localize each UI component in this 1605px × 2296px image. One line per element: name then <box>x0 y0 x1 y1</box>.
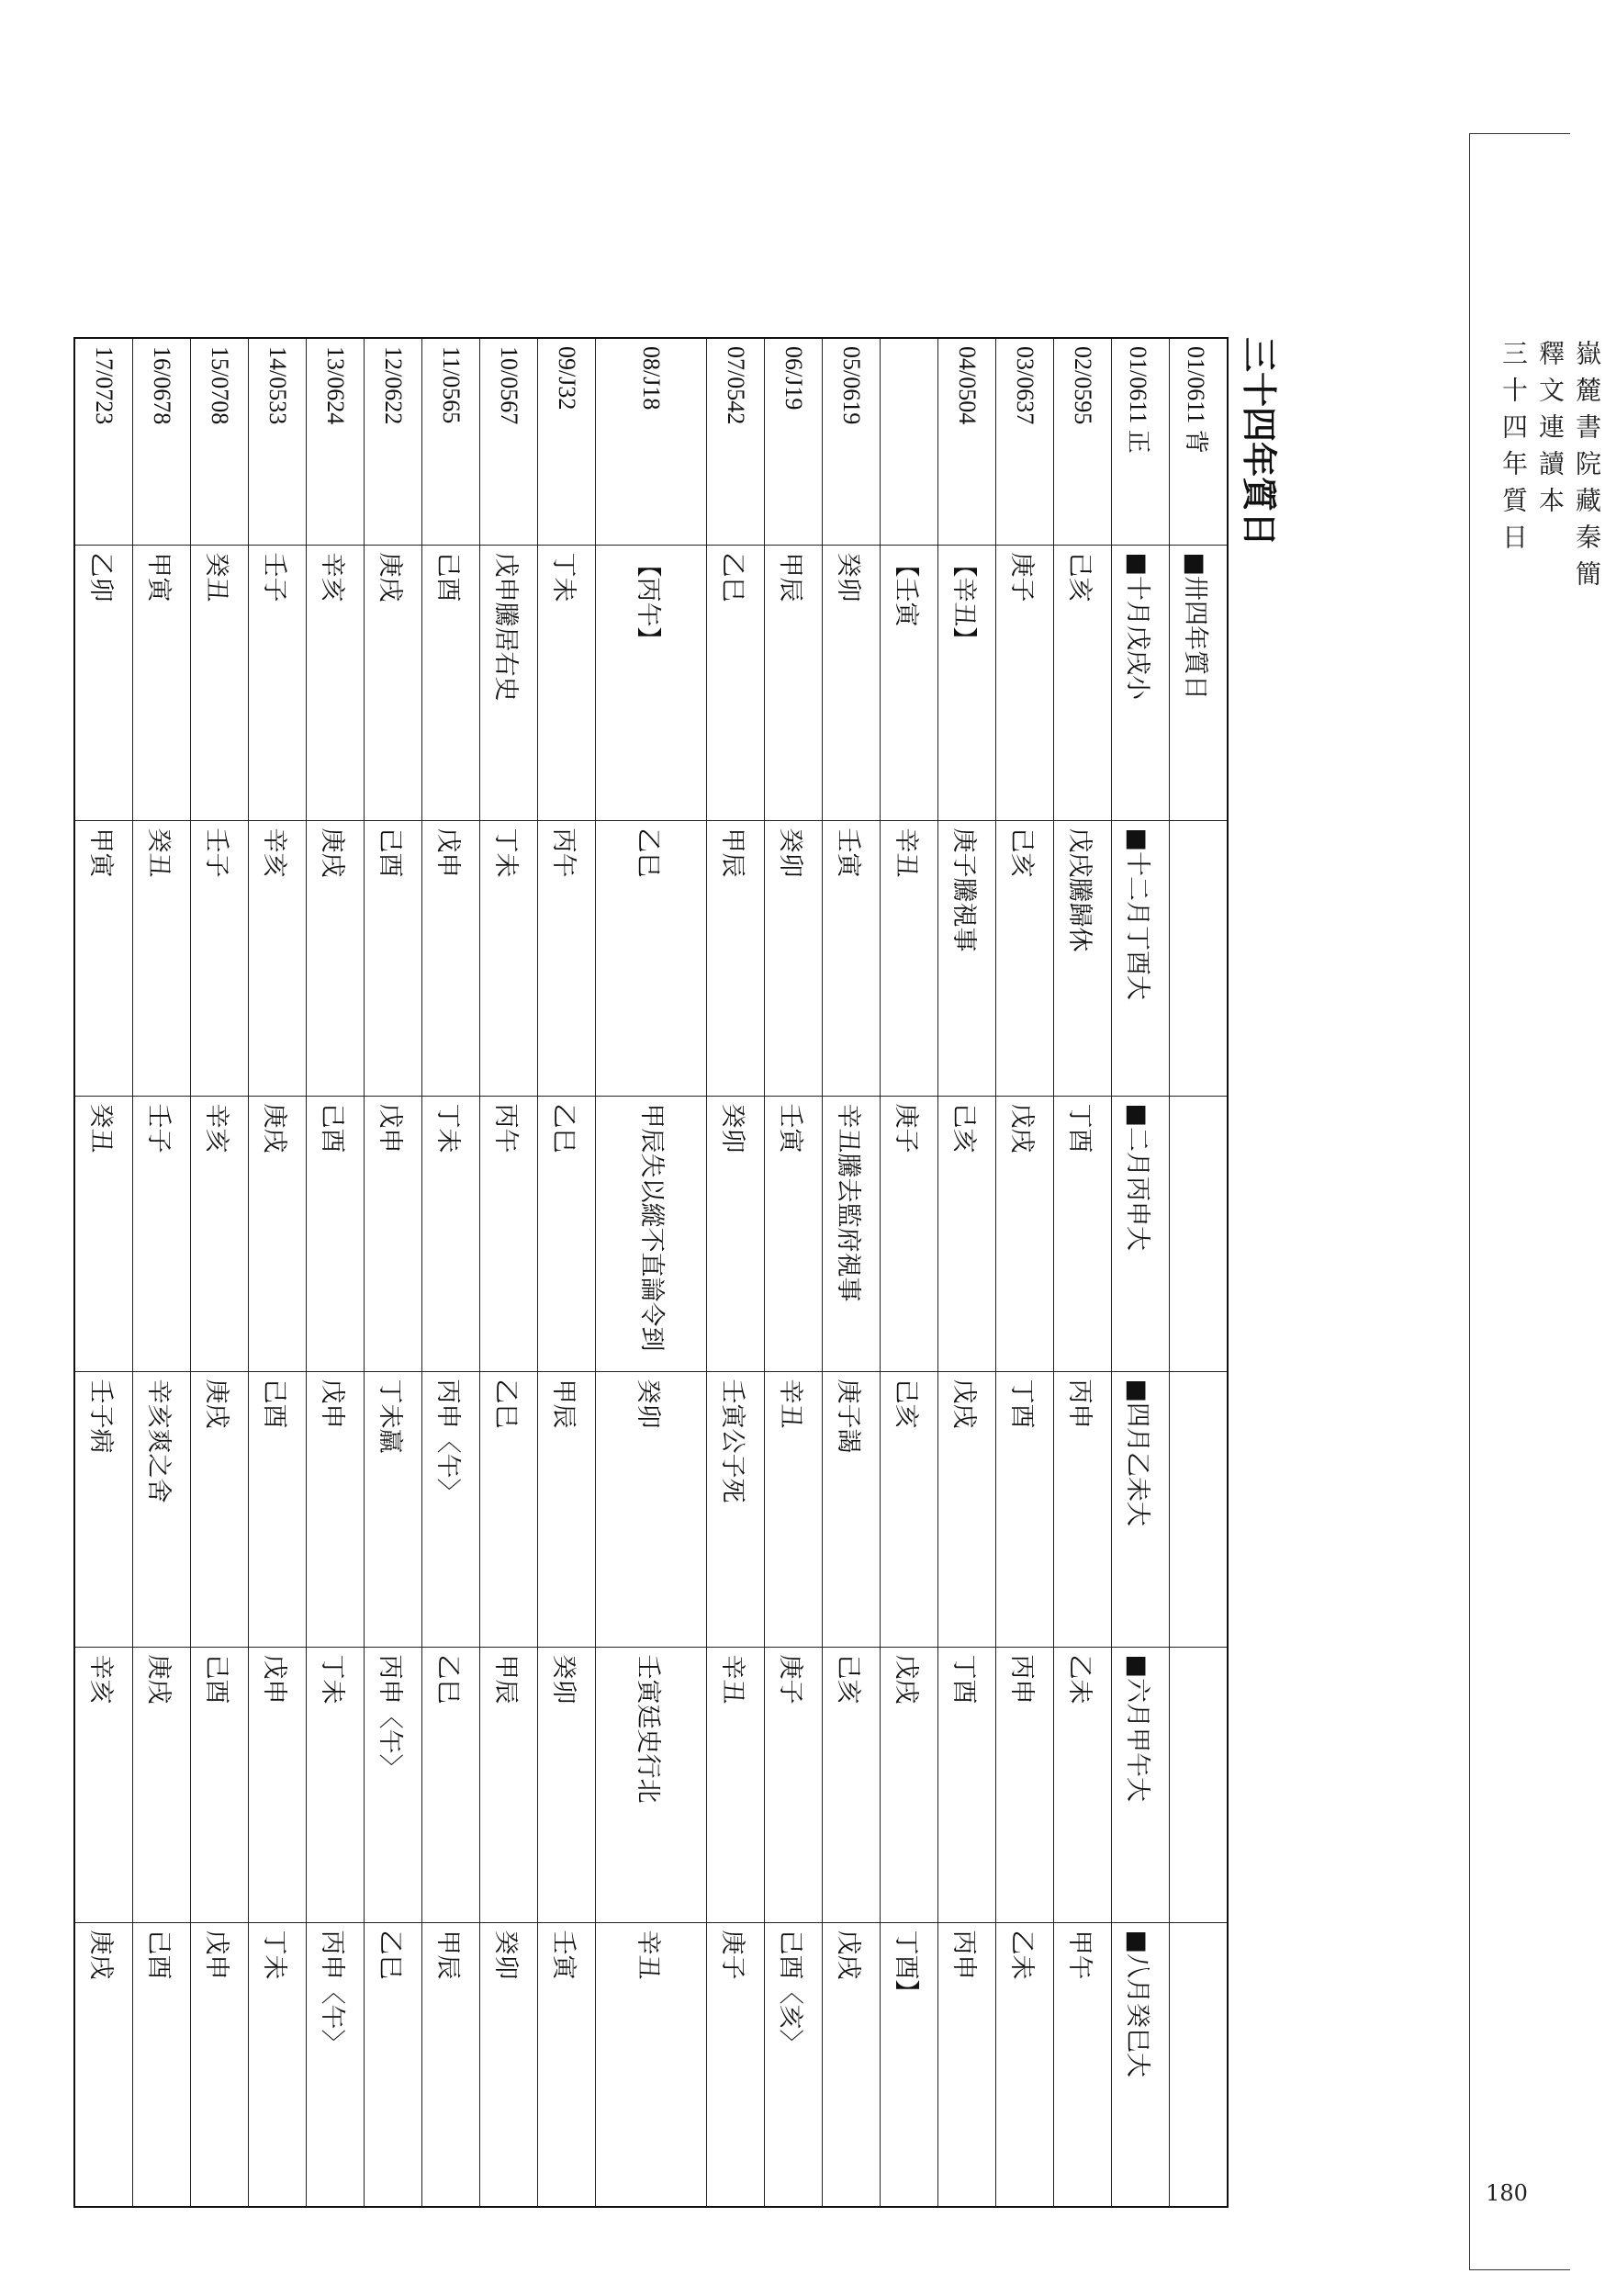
calendar-table <box>73 337 1229 2208</box>
table-row <box>307 338 365 2207</box>
table-cell: 丁未 <box>480 820 538 1096</box>
table-cell: 辛丑 <box>881 820 938 1096</box>
table-cell: 【丙午】 <box>596 545 707 820</box>
table-cell: 癸丑 <box>74 1096 133 1371</box>
table-cell: ■卅四年質日 <box>1170 545 1229 820</box>
table-cell: 甲辰 <box>538 1371 596 1647</box>
table-cell: 乙巳 <box>538 1096 596 1371</box>
table-cell <box>1170 1647 1229 1922</box>
table-cell: ■八月癸巳大 <box>1112 1922 1170 2207</box>
page-number: 180 <box>1486 2180 1528 2206</box>
table-cell: 戊戌騰歸休 <box>1054 820 1112 1096</box>
table-cell: 乙卯 <box>74 545 133 820</box>
table-cell: 丙申 <box>996 1647 1054 1922</box>
table-row <box>996 338 1054 2207</box>
table-cell: 戊戌 <box>996 1096 1054 1371</box>
table-cell <box>1170 1096 1229 1371</box>
table-cell: 辛丑騰去監府視事 <box>823 1096 881 1371</box>
table-cell: 己酉 <box>191 1647 249 1922</box>
slip-id-cell: 06/J19 <box>765 338 823 545</box>
table-cell: 丙午 <box>480 1096 538 1371</box>
table-cell: ■十月戊戌小 <box>1112 545 1170 820</box>
table-cell: 丁酉 <box>938 1647 996 1922</box>
table-cell: 戊申騰居右史 <box>480 545 538 820</box>
table-cell: 丁未 <box>307 1647 365 1922</box>
table-row <box>881 338 938 2207</box>
table-row <box>480 338 538 2207</box>
table-cell: 庚子 <box>881 1096 938 1371</box>
slip-id-cell: 01/0611 背 <box>1170 338 1229 545</box>
slip-id-cell: 16/0678 <box>133 338 191 545</box>
table-cell: 己亥 <box>996 820 1054 1096</box>
table-cell: 甲辰 <box>707 820 765 1096</box>
slip-id-cell: 01/0611 正 <box>1112 338 1170 545</box>
chapter-title: 三十四年質日 <box>1498 340 1529 560</box>
table-cell: 癸卯 <box>538 1647 596 1922</box>
table-cell: 甲辰 <box>422 1922 480 2207</box>
table-cell: 丙申 <box>1054 1371 1112 1647</box>
slip-id-cell: 17/0723 <box>74 338 133 545</box>
section-title: 釋文連讀本 <box>1535 340 1566 523</box>
table-row <box>365 338 422 2207</box>
table-row <box>1112 338 1170 2207</box>
table-cell: 丙申〈午〉 <box>307 1922 365 2207</box>
table-cell: 壬寅廷史行北 <box>596 1647 707 1922</box>
table-cell: 壬寅 <box>538 1922 596 2207</box>
table-cell: 乙巳 <box>707 545 765 820</box>
table-cell: 壬寅 <box>823 820 881 1096</box>
table-cell: 壬寅公子死 <box>707 1371 765 1647</box>
table-cell: 戊申 <box>191 1922 249 2207</box>
table-cell: 庚子 <box>707 1922 765 2207</box>
table-cell: 己酉 <box>422 545 480 820</box>
table-cell: 庚子 <box>765 1647 823 1922</box>
table-row <box>938 338 996 2207</box>
table-cell: 辛丑 <box>765 1371 823 1647</box>
slip-id-cell: 08/J18 <box>596 338 707 545</box>
table-cell: 壬寅 <box>765 1096 823 1371</box>
table-cell: 壬子 <box>249 545 307 820</box>
table-cell: 丁酉 <box>1054 1096 1112 1371</box>
table-cell: 乙巳 <box>480 1371 538 1647</box>
table-cell: 戊申 <box>365 1096 422 1371</box>
table-row <box>191 338 249 2207</box>
table-cell: 乙未 <box>996 1922 1054 2207</box>
table-cell: 辛亥 <box>249 820 307 1096</box>
table-cell: 戊申 <box>307 1371 365 1647</box>
table-cell: 丁未羸 <box>365 1371 422 1647</box>
table-cell: 丙申 <box>938 1922 996 2207</box>
table-cell: 甲午 <box>1054 1922 1112 2207</box>
table-cell: 丁未 <box>538 545 596 820</box>
table-row <box>74 338 133 2207</box>
table-cell: 辛丑 <box>596 1922 707 2207</box>
table-cell: ■二月丙申大 <box>1112 1096 1170 1371</box>
slip-id-cell <box>881 338 938 545</box>
table-cell: 戊戌 <box>823 1922 881 2207</box>
table-cell: 庚戌 <box>365 545 422 820</box>
table-cell: 丁未 <box>422 1096 480 1371</box>
table-cell: 【壬寅 <box>881 545 938 820</box>
table-cell: 甲辰 <box>765 545 823 820</box>
table-cell: 丁酉 <box>996 1371 1054 1647</box>
table-cell: 癸卯 <box>823 545 881 820</box>
table-cell: 癸卯 <box>596 1371 707 1647</box>
table-row <box>1054 338 1112 2207</box>
table-row <box>249 338 307 2207</box>
table-cell: 癸卯 <box>707 1096 765 1371</box>
table-cell: 庚子騰視事 <box>938 820 996 1096</box>
slip-id-cell: 09/J32 <box>538 338 596 545</box>
table-cell: 辛亥 <box>307 545 365 820</box>
table-cell: 辛丑 <box>707 1647 765 1922</box>
table-row <box>765 338 823 2207</box>
table-cell: 己酉 <box>133 1922 191 2207</box>
table-row <box>133 338 191 2207</box>
table-cell: 戊戌 <box>938 1371 996 1647</box>
table-cell: 癸卯 <box>480 1922 538 2207</box>
table-cell: 乙未 <box>1054 1647 1112 1922</box>
table-cell: 戊戌 <box>881 1647 938 1922</box>
table-cell: 壬子 <box>133 1096 191 1371</box>
table-cell: 丙午 <box>538 820 596 1096</box>
table-cell: 庚戌 <box>133 1647 191 1922</box>
table-cell: 戊申 <box>249 1647 307 1922</box>
table-cell: 乙巳 <box>365 1922 422 2207</box>
table-cell: ■四月乙未大 <box>1112 1371 1170 1647</box>
table-cell: 庚子 <box>996 545 1054 820</box>
slip-id-cell: 04/0504 <box>938 338 996 545</box>
table-cell <box>1170 820 1229 1096</box>
table-cell: 己亥 <box>823 1647 881 1922</box>
table-cell: 庚戌 <box>249 1096 307 1371</box>
table-cell: 庚戌 <box>191 1371 249 1647</box>
table-row <box>422 338 480 2207</box>
table-cell <box>1170 1371 1229 1647</box>
table-cell: 己酉 <box>307 1096 365 1371</box>
table-cell: 甲辰失以縱不直論令到 <box>596 1096 707 1371</box>
slip-id-cell: 15/0708 <box>191 338 249 545</box>
slip-id-cell: 02/0595 <box>1054 338 1112 545</box>
running-header <box>1495 340 1605 597</box>
table-cell: 癸丑 <box>133 820 191 1096</box>
table-cell <box>1170 1922 1229 2207</box>
slip-id-cell: 10/0567 <box>480 338 538 545</box>
table-cell: 癸卯 <box>765 820 823 1096</box>
table-row <box>823 338 881 2207</box>
slip-id-cell: 11/0565 <box>422 338 480 545</box>
table-cell: 庚子謁 <box>823 1371 881 1647</box>
table-cell: 壬子 <box>191 820 249 1096</box>
table-cell: 辛亥爽之舍 <box>133 1371 191 1647</box>
table-cell: 丙申〈午〉 <box>365 1647 422 1922</box>
slip-id-cell: 12/0622 <box>365 338 422 545</box>
table-cell: 庚戌 <box>74 1922 133 2207</box>
slip-id-cell: 07/0542 <box>707 338 765 545</box>
book-title: 嶽麓書院藏秦簡 <box>1572 340 1602 597</box>
table-row <box>596 338 707 2207</box>
table-cell: 庚戌 <box>307 820 365 1096</box>
table-cell: 癸丑 <box>191 545 249 820</box>
table-cell: 己亥 <box>881 1371 938 1647</box>
table-cell: 乙巳 <box>596 820 707 1096</box>
table-cell: 丁未 <box>249 1922 307 2207</box>
table-cell: 戊申 <box>422 820 480 1096</box>
table-cell: 辛亥 <box>191 1096 249 1371</box>
table-cell: 己酉 <box>249 1371 307 1647</box>
table-cell: 丁酉】 <box>881 1922 938 2207</box>
table-cell: 辛亥 <box>74 1647 133 1922</box>
table-cell: ■六月甲午大 <box>1112 1647 1170 1922</box>
table-cell: ■十二月丁酉大 <box>1112 820 1170 1096</box>
table-cell: 甲寅 <box>133 545 191 820</box>
table-cell: 乙巳 <box>422 1647 480 1922</box>
table-cell: 己亥 <box>938 1096 996 1371</box>
table-cell: 甲辰 <box>480 1647 538 1922</box>
table-cell: 己酉〈亥〉 <box>765 1922 823 2207</box>
rotated-table-block <box>86 337 1282 2206</box>
slip-id-cell: 14/0533 <box>249 338 307 545</box>
table-row <box>1170 338 1229 2207</box>
table-cell: 丙申〈午〉 <box>422 1371 480 1647</box>
table-title: 三十四年質日 <box>1239 337 1279 547</box>
table-cell: 壬子病 <box>74 1371 133 1647</box>
table-cell: 己酉 <box>365 820 422 1096</box>
slip-id-cell: 13/0624 <box>307 338 365 545</box>
table-row <box>538 338 596 2207</box>
slip-id-cell: 03/0637 <box>996 338 1054 545</box>
table-row <box>707 338 765 2207</box>
slip-id-cell: 05/0619 <box>823 338 881 545</box>
table-cell: 己亥 <box>1054 545 1112 820</box>
table-cell: 【辛丑】 <box>938 545 996 820</box>
table-cell: 甲寅 <box>74 820 133 1096</box>
